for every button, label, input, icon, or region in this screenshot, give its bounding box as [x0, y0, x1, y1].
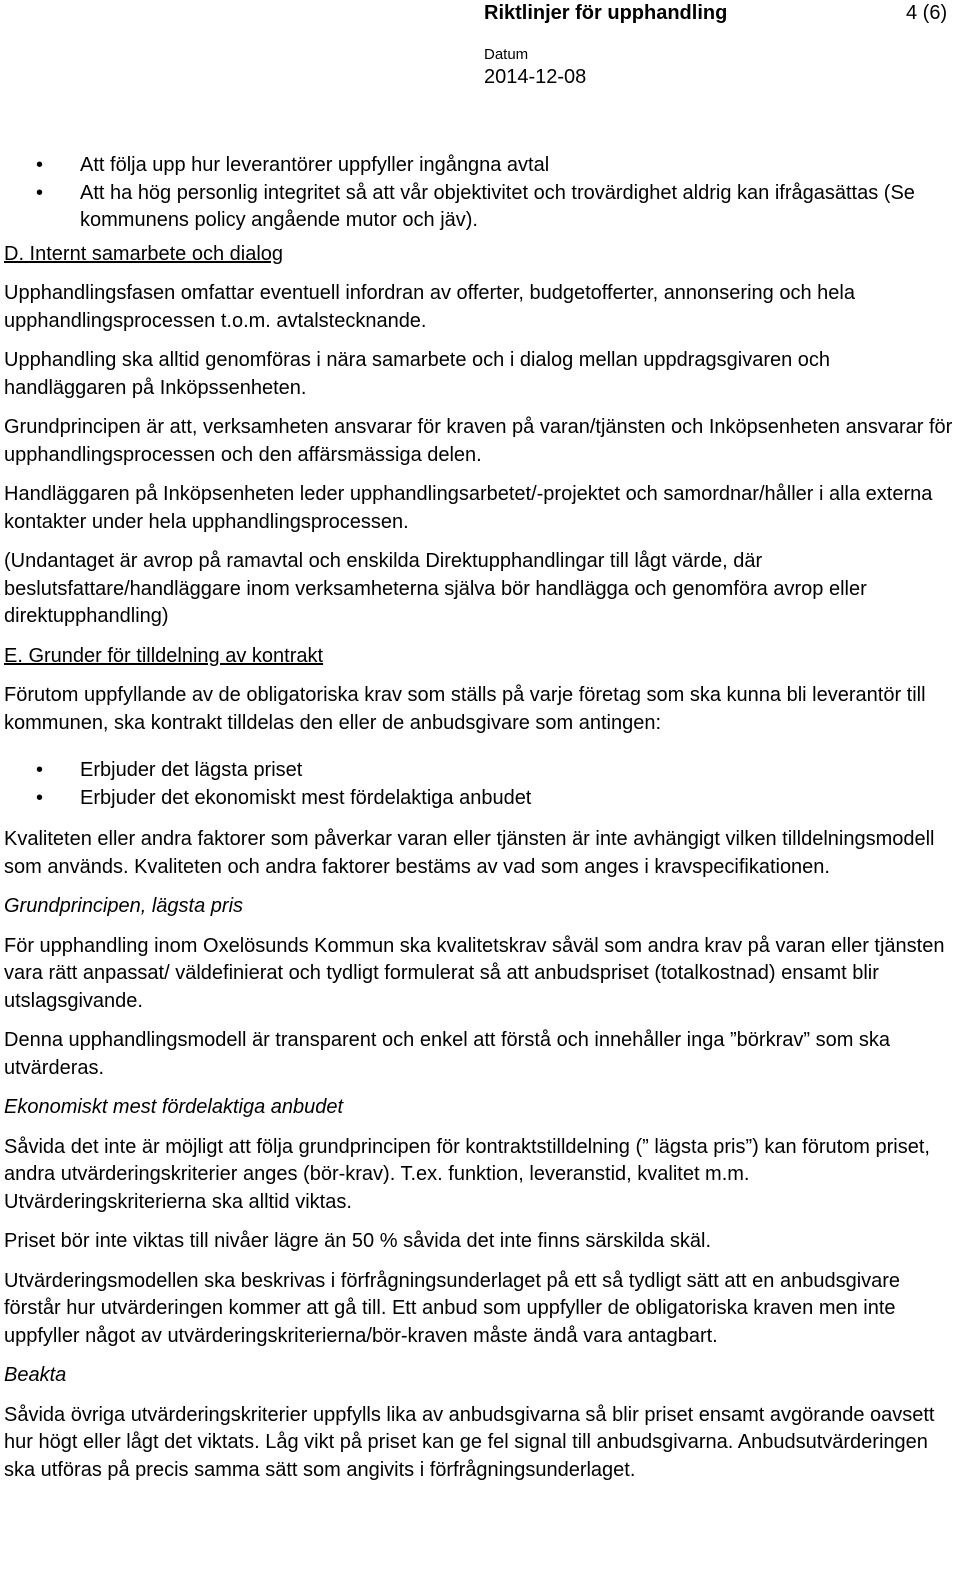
paragraph: (Undantaget är avrop på ramavtal och enskilda Direktupphandlingar till lågt värde, där beslutsfattare/handläggare inom verksamheterna själva bör handlägga och genomföra avrop eller direktupphandling)	[4, 550, 867, 627]
date-label: Datum	[484, 46, 529, 63]
page-number: 4 (6)	[906, 2, 948, 24]
bullet-list-award	[4, 757, 954, 812]
paragraph: Priset bör inte viktas till nivåer lägre än 50 % såvida det inte finns särskilda skäl.	[4, 1230, 712, 1252]
list-item: • Erbjuder det ekonomiskt mest fördelaktiga anbudet	[4, 785, 954, 813]
paragraph: Såvida övriga utvärderingskriterier uppfylls lika av anbudsgivarna så blir priset ensamt avgörande oavsett hur högt eller lågt det viktats. Låg vikt på priset kan ge fel signal till anbudsgivarna. Anbudsutvärderingen ska utföras på precis samma sätt som angivits i förfrågningsunderlaget.	[4, 1403, 935, 1481]
paragraph: Grundprincipen är att, verksamheten ansvarar för kraven på varan/tjänsten och Inköpsenheten ansvarar för upphandlingsprocessen och den affärsmässiga delen.	[4, 416, 953, 466]
paragraph: Handläggaren på Inköpsenheten leder upphandlingsarbetet/-projektet och samordnar/håller i alla externa kontakter under hela upphandlingsprocessen.	[4, 483, 933, 533]
list-item: • Att följa upp hur leverantörer uppfyller ingångna avtal	[4, 152, 954, 180]
paragraph: Denna upphandlingsmodell är transparent och enkel att förstå och innehåller inga ”börkrav” som ska utvärderas.	[4, 1029, 891, 1079]
subheading-lowest-price: Grundprincipen, lägsta pris	[4, 895, 244, 917]
list-item: • Erbjuder det lägsta priset	[4, 757, 954, 785]
document-body	[4, 152, 954, 1496]
bullet-list-top	[4, 152, 954, 235]
paragraph: Såvida det inte är möjligt att följa grundprincipen för kontraktstilldelning (” lägsta pris”) kan förutom priset, andra utvärderingskriterier anges (bör-krav). T.ex. funktion, leveranstid, kvalitet m.m. Utvärderingskriterierna ska alltid viktas.	[4, 1135, 930, 1213]
date-value: 2014-12-08	[484, 66, 587, 88]
page-header	[0, 0, 960, 100]
paragraph: För upphandling inom Oxelösunds Kommun ska kvalitetskrav såväl som andra krav på varan eller tjänsten vara rätt anpassat/ väldefinierat och tydligt formulerat så att anbudspriset (totalkostnad) ensamt blir utslagsgivande.	[4, 934, 945, 1012]
paragraph: Kvaliteten eller andra faktorer som påverkar varan eller tjänsten är inte avhängigt vilken tilldelningsmodell som används. Kvaliteten och andra faktorer bestäms av vad som anges i kravspecifikationen.	[4, 828, 935, 878]
document-title: Riktlinjer för upphandling	[484, 2, 728, 24]
section-heading-d: D. Internt samarbete och dialog	[4, 242, 284, 265]
subheading-note: Beakta	[4, 1364, 67, 1386]
paragraph: Utvärderingsmodellen ska beskrivas i förfrågningsunderlaget på ett så tydligt sätt att en anbudsgivare förstår hur utvärderingen kommer att gå till. Ett anbud som uppfyller de obligatoriska kraven men inte uppfyller något av utvärderingskriterierna/bör-kraven måste ändå vara antagbart.	[4, 1269, 901, 1347]
paragraph: Upphandlingsfasen omfattar eventuell infordran av offerter, budgetofferter, annonsering och hela upphandlingsprocessen t.o.m. avtalstecknande.	[4, 282, 855, 332]
paragraph: Förutom uppfyllande av de obligatoriska krav som ställs på varje företag som ska kunna bli leverantör till kommunen, ska kontrakt tilldelas den eller de anbudsgivare som antingen:	[4, 684, 926, 734]
subheading-economic: Ekonomiskt mest fördelaktiga anbudet	[4, 1096, 344, 1118]
list-item: • Att ha hög personlig integritet så att vår objektivitet och trovärdighet aldrig kan ifrågasättas (Se kommunens policy angående mutor och jäv).	[4, 180, 954, 235]
section-heading-e: E. Grunder för tilldelning av kontrakt	[4, 644, 324, 667]
paragraph: Upphandling ska alltid genomföras i nära samarbete och i dialog mellan uppdragsgivaren och handläggaren på Inköpssenheten.	[4, 349, 831, 399]
